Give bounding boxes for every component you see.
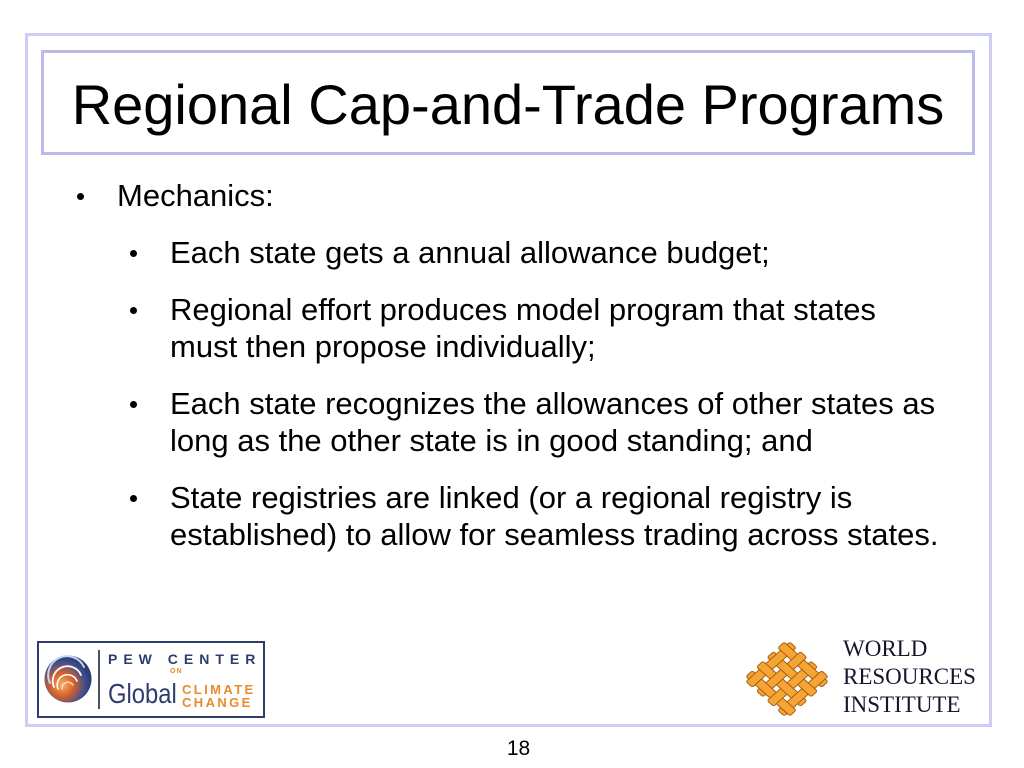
sub-bullet-text: State registries are linked (or a regional registry is established) to allow for seamless trading across states. <box>170 480 939 552</box>
pew-logo-tagline: CLIMATE <box>182 682 256 697</box>
wri-logo-line: WORLD <box>843 636 928 661</box>
title-box <box>41 50 975 155</box>
wri-woven-diamond-icon <box>741 638 833 720</box>
wri-logo-weave-group <box>743 640 831 719</box>
sub-bullet-text: Each state gets a annual allowance budget; <box>170 235 770 270</box>
pew-globe-sphere <box>45 656 92 703</box>
wri-logo-line: INSTITUTE <box>843 692 961 717</box>
wri-logo-text <box>843 635 976 719</box>
sub-bullet-text: Each state recognizes the allowances of other states as long as the other state is in good standing; and <box>170 386 936 458</box>
bullet-marker <box>130 401 137 408</box>
sub-bullet-item <box>170 291 946 365</box>
page-number: 18 <box>506 737 531 760</box>
bullet-marker <box>130 495 137 502</box>
pew-logo-word: Global <box>108 678 177 709</box>
bullet-text: Mechanics: <box>117 178 274 213</box>
sub-bullet-list <box>170 234 946 553</box>
bullet-item-mechanics <box>117 177 946 553</box>
pew-center-logo <box>37 641 265 718</box>
bullet-marker <box>77 193 84 200</box>
wri-logo-line: RESOURCES <box>843 664 976 689</box>
pew-logo-top-line: PEW CENTER <box>108 651 262 667</box>
bullet-list <box>0 177 946 553</box>
bullet-marker <box>130 250 137 257</box>
sub-bullet-item <box>170 385 946 459</box>
slide-title: Regional Cap-and-Trade Programs <box>71 73 945 136</box>
sub-bullet-text: Regional effort produces model program that states must then propose individually; <box>170 292 876 364</box>
pew-logo-divider <box>98 650 100 709</box>
sub-bullet-item <box>170 479 946 553</box>
pew-globe-icon <box>43 654 93 704</box>
pew-logo-tagline: CHANGE <box>182 695 253 710</box>
bullet-marker <box>130 307 137 314</box>
pew-logo-connector: ON <box>170 668 183 675</box>
sub-bullet-item <box>170 234 946 271</box>
